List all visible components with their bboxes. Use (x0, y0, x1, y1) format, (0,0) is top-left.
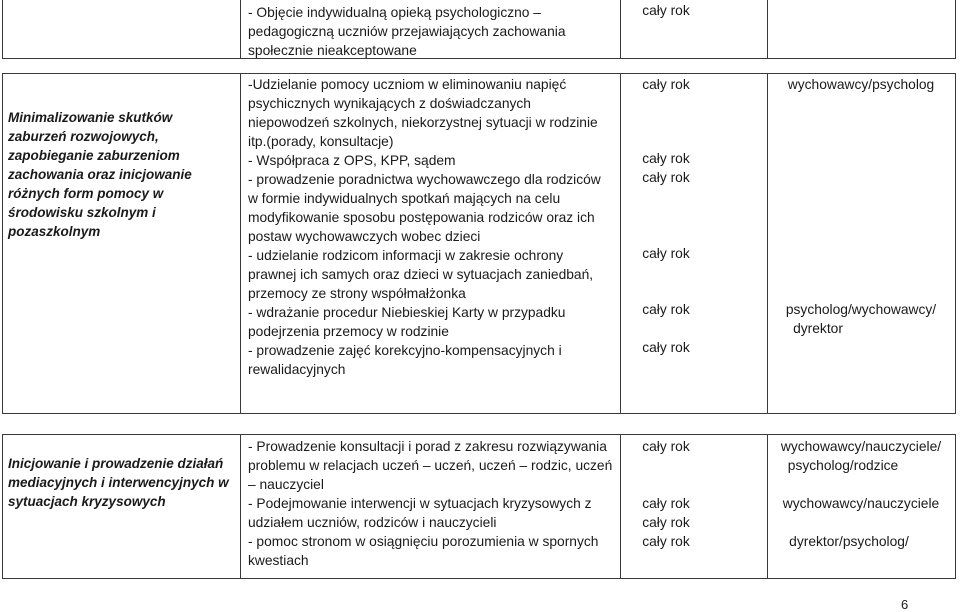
row-2-term: cały rok (642, 170, 690, 185)
row-3-bottom-border (2, 578, 956, 579)
row-3-person: psycholog/rodzice (787, 458, 899, 473)
content-line: kwestiach (248, 553, 309, 568)
row-2-person: wychowawcy/psycholog (787, 77, 935, 92)
row-2-term: cały rok (642, 340, 690, 355)
table-left-border (2, 0, 3, 58)
page-number: 6 (901, 597, 909, 612)
row-1-term: cały rok (642, 3, 690, 18)
content-line: itp.(porady, konsultacje) (248, 134, 394, 149)
row-3-term: cały rok (642, 534, 690, 549)
content-line: - Objęcie indywidualną opieką psychologiczno – (248, 5, 541, 20)
content-line: prawnej ich samych oraz dzieci w sytuacjach zaniedbań, (248, 267, 594, 282)
row-1-content (248, 3, 616, 60)
table-right-border (955, 73, 956, 413)
content-line: podejrzenia przemocy w rodzinie (248, 324, 449, 339)
content-line: - Współpraca z OPS, KPP, sądem (248, 153, 456, 168)
table-left-border (2, 73, 3, 413)
content-column-divider (620, 73, 621, 413)
content-line: – nauczyciel (248, 477, 324, 492)
term-column-divider (767, 0, 768, 58)
content-line: postaw wychowawczych wobec dzieci (248, 229, 481, 244)
task-line: sytuacjach kryzysowych (8, 494, 166, 509)
content-column-divider (620, 0, 621, 58)
table-right-border (955, 434, 956, 579)
task-line: środowisku szkolnym i (8, 205, 156, 220)
task-column-divider (240, 73, 241, 413)
task-column-divider (240, 0, 241, 58)
task-line: Minimalizowanie skutków (8, 110, 173, 125)
content-line: -Udzielanie pomocy uczniom w eliminowaniu napięć (248, 77, 567, 92)
row-3-term: cały rok (642, 496, 690, 511)
row-3-person: wychowawcy/nauczyciele (782, 496, 940, 511)
task-line: zachowania oraz inicjowanie (8, 167, 192, 182)
content-line: modyfikowanie sposobu postępowania rodziców oraz ich (248, 210, 595, 225)
task-line: mediacyjnych i interwencyjnych w (8, 475, 229, 490)
task-line: zaburzeń rozwojowych, (8, 129, 159, 144)
row-2-term: cały rok (642, 302, 690, 317)
content-line: - wdrażanie procedur Niebieskiej Karty w przypadku (248, 305, 566, 320)
row-3-top-border (2, 434, 956, 435)
content-line: - prowadzenie poradnictwa wychowawczego dla rodziców (248, 172, 601, 187)
content-line: - Podejmowanie interwencji w sytuacjach kryzysowych z (248, 496, 592, 511)
row-2-bottom-border (2, 413, 956, 414)
row-2-person: dyrektor (793, 321, 843, 336)
term-column-divider (767, 73, 768, 413)
task-line: różnych form pomocy w (8, 186, 164, 201)
content-line: pedagogiczną uczniów przejawiających zachowania (248, 24, 566, 39)
content-line: psychicznych wynikających z doświadczanych (248, 96, 531, 111)
row-2-term: cały rok (642, 246, 690, 261)
content-line: - Prowadzenie konsultacji i porad z zakresu rozwiązywania (248, 439, 607, 454)
content-line: społecznie nieakceptowane (248, 43, 417, 58)
content-column-divider (620, 434, 621, 579)
content-line: - udzielanie rodzicom informacji w zakresie ochrony (248, 248, 564, 263)
content-line: - prowadzenie zajęć korekcyjno-kompensacyjnych i (248, 343, 562, 358)
content-line: w formie indywidualnych spotkań mających na celu (248, 191, 561, 206)
content-line: rewalidacyjnych (248, 362, 346, 377)
content-line: przemocy ze strony współmałżonka (248, 286, 466, 301)
task-line: Inicjowanie i prowadzenie działań (8, 456, 224, 471)
task-line: pozaszkolnym (8, 224, 101, 239)
content-line: - pomoc stronom w osiągnięciu porozumienia w spornych (248, 534, 599, 549)
row-2-task (8, 108, 236, 241)
row-2-term: cały rok (642, 77, 690, 92)
task-line: zapobieganie zaburzeniom (8, 148, 180, 163)
row-3-term: cały rok (642, 515, 690, 530)
task-column-divider (240, 434, 241, 579)
content-line: udziałem uczniów, rodziców i nauczycieli (248, 515, 497, 530)
row-3-person: wychowawcy/nauczyciele/ (780, 439, 942, 454)
row-3-term: cały rok (642, 439, 690, 454)
content-line: niepowodzeń szkolnych, niekorzystnej sytuacji w rodzinie (248, 115, 598, 130)
row-2-term: cały rok (642, 151, 690, 166)
table-right-border (955, 0, 956, 58)
row-3-content (248, 437, 616, 570)
row-2-top-border (2, 73, 956, 74)
table-left-border (2, 434, 3, 579)
row-2-content (248, 75, 616, 379)
row-2-person: psycholog/wychowawcy/ (785, 302, 937, 317)
row-3-person: dyrektor/psycholog/ (789, 534, 909, 549)
content-line: problemu w relacjach uczeń – uczeń, uczeń – rodzic, uczeń (248, 458, 613, 473)
row-3-task (8, 454, 236, 511)
